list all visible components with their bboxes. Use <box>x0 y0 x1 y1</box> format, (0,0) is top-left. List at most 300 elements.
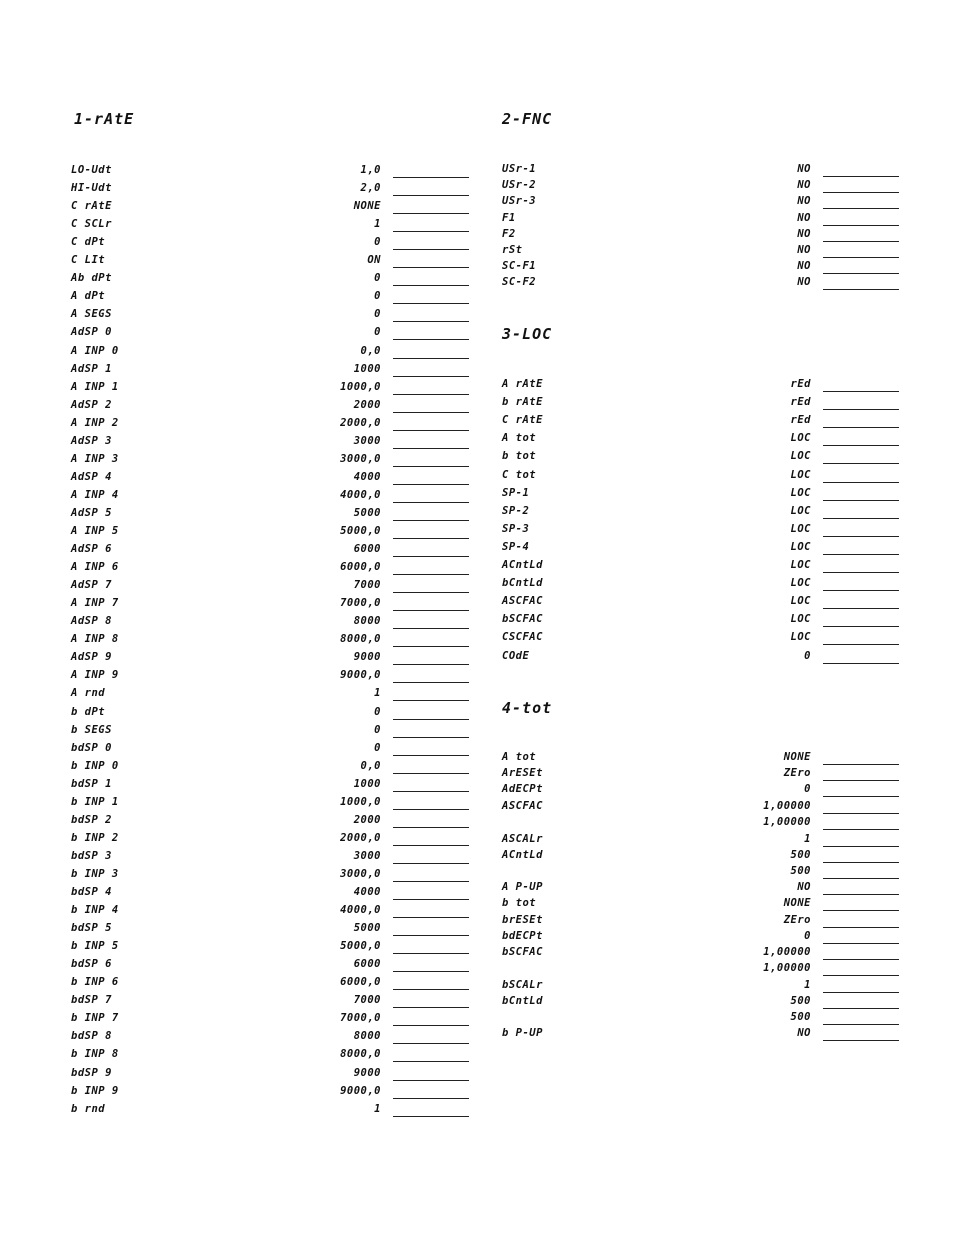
user-setting-blank-line[interactable] <box>823 862 899 863</box>
parameter-label: bdSP 4 <box>71 886 112 898</box>
parameter-value: 1,00000 <box>763 946 811 958</box>
user-setting-blank-line[interactable] <box>393 1098 469 1099</box>
parameter-label: USr-2 <box>502 179 537 191</box>
user-setting-blank-line[interactable] <box>393 1080 469 1081</box>
parameter-label: A INP 9 <box>71 669 119 681</box>
user-setting-blank-line[interactable] <box>823 225 899 226</box>
parameter-label: b INP 2 <box>71 832 119 844</box>
parameter-row <box>71 506 469 524</box>
parameter-value: 1 <box>374 218 381 230</box>
parameter-label: AdSP 2 <box>71 399 112 411</box>
parameter-label: rSt <box>502 244 523 256</box>
section-title-loc: 3-LOC <box>502 325 553 343</box>
parameter-value: 2000 <box>353 399 381 411</box>
user-setting-blank-line[interactable] <box>393 538 469 539</box>
parameter-label: b rnd <box>71 1103 106 1115</box>
parameter-label: AdSP 7 <box>71 579 112 591</box>
user-setting-blank-line[interactable] <box>393 195 469 196</box>
user-setting-blank-line[interactable] <box>393 358 469 359</box>
user-setting-blank-line[interactable] <box>393 989 469 990</box>
parameter-value: 0 <box>374 236 381 248</box>
user-setting-blank-line[interactable] <box>823 608 899 609</box>
parameter-value: 5000 <box>353 507 381 519</box>
user-setting-blank-line[interactable] <box>823 910 899 911</box>
parameter-label: bdSP 9 <box>71 1067 112 1079</box>
user-setting-blank-line[interactable] <box>393 1007 469 1008</box>
parameter-label: bdSP 5 <box>71 922 112 934</box>
parameter-label: CSCFAC <box>502 631 543 643</box>
user-setting-blank-line[interactable] <box>393 610 469 611</box>
parameter-label: AdECPt <box>502 783 543 795</box>
parameter-label: C LIt <box>71 254 106 266</box>
parameter-value: LOC <box>790 541 811 553</box>
user-setting-blank-line[interactable] <box>823 959 899 960</box>
user-setting-blank-line[interactable] <box>823 500 899 501</box>
parameter-value: NO <box>797 244 811 256</box>
parameter-value: LOC <box>790 559 811 571</box>
parameter-label: bSCALr <box>502 979 543 991</box>
parameter-row <box>71 723 469 741</box>
user-setting-blank-line[interactable] <box>823 208 899 209</box>
parameter-row <box>502 594 899 612</box>
user-setting-blank-line[interactable] <box>393 339 469 340</box>
parameter-label: F1 <box>502 212 516 224</box>
parameter-label: bCntLd <box>502 577 543 589</box>
parameter-value: 5000,0 <box>340 525 381 537</box>
parameter-value: 9000 <box>353 1067 381 1079</box>
user-setting-blank-line[interactable] <box>393 827 469 828</box>
parameter-label: A INP 2 <box>71 417 119 429</box>
parameter-label: USr-3 <box>502 195 537 207</box>
parameter-label: b rAtE <box>502 396 543 408</box>
parameter-row <box>502 413 899 431</box>
parameter-value: 1000 <box>353 363 381 375</box>
user-setting-blank-line[interactable] <box>393 574 469 575</box>
parameter-label: b INP 3 <box>71 868 119 880</box>
parameter-label: HI-Udt <box>71 182 112 194</box>
section-title-fnc: 2-FNC <box>502 110 553 128</box>
parameter-value: 5000,0 <box>340 940 381 952</box>
parameter-value: 1,00000 <box>763 962 811 974</box>
parameter-value: 0 <box>374 272 381 284</box>
parameter-value: LOC <box>790 595 811 607</box>
parameter-row <box>71 163 469 181</box>
user-setting-blank-line[interactable] <box>393 303 469 304</box>
user-setting-blank-line[interactable] <box>823 572 899 573</box>
user-setting-blank-line[interactable] <box>393 881 469 882</box>
parameter-value: 1,00000 <box>763 800 811 812</box>
parameter-row <box>71 470 469 488</box>
parameter-value: 9000 <box>353 651 381 663</box>
user-setting-blank-line[interactable] <box>823 764 899 765</box>
parameter-label: brESEt <box>502 914 543 926</box>
user-setting-blank-line[interactable] <box>823 445 899 446</box>
section-title-rate: 1-rAtE <box>74 110 135 128</box>
parameter-label: LO-Udt <box>71 164 112 176</box>
parameter-value: 2000,0 <box>340 832 381 844</box>
parameter-value: NONE <box>783 751 811 763</box>
parameter-label: bdECPt <box>502 930 543 942</box>
parameter-value: rEd <box>790 378 811 390</box>
parameter-label: A INP 4 <box>71 489 119 501</box>
user-setting-blank-line[interactable] <box>823 518 899 519</box>
user-setting-blank-line[interactable] <box>823 241 899 242</box>
parameter-row <box>71 1084 469 1102</box>
parameter-label: b INP 1 <box>71 796 119 808</box>
parameter-value: 1000,0 <box>340 796 381 808</box>
user-setting-blank-line[interactable] <box>823 846 899 847</box>
parameter-row <box>71 488 469 506</box>
user-setting-blank-line[interactable] <box>393 213 469 214</box>
parameter-label: C rAtE <box>71 200 112 212</box>
parameter-value: 3000,0 <box>340 453 381 465</box>
parameter-row <box>71 1102 469 1120</box>
parameter-label: A INP 5 <box>71 525 119 537</box>
user-setting-blank-line[interactable] <box>823 273 899 274</box>
parameter-value: 3000,0 <box>340 868 381 880</box>
user-setting-blank-line[interactable] <box>823 554 899 555</box>
parameter-value: 9000,0 <box>340 1085 381 1097</box>
user-setting-blank-line[interactable] <box>823 813 899 814</box>
parameter-label: bSCFAC <box>502 946 543 958</box>
parameter-row <box>71 1066 469 1084</box>
parameter-value: LOC <box>790 450 811 462</box>
user-setting-blank-line[interactable] <box>393 267 469 268</box>
user-setting-blank-line[interactable] <box>823 427 899 428</box>
parameter-value: 2000 <box>353 814 381 826</box>
parameter-label: bdSP 0 <box>71 742 112 754</box>
parameter-label: C rAtE <box>502 414 543 426</box>
parameter-value: ZEro <box>783 914 811 926</box>
parameter-row <box>71 650 469 668</box>
parameter-value: 0 <box>804 650 811 662</box>
user-setting-blank-line[interactable] <box>823 626 899 627</box>
parameter-value: 1 <box>804 979 811 991</box>
parameter-row <box>71 885 469 903</box>
user-setting-blank-line[interactable] <box>823 257 899 258</box>
parameter-value: NONE <box>783 897 811 909</box>
user-setting-blank-line[interactable] <box>393 592 469 593</box>
parameter-row <box>71 831 469 849</box>
parameter-value: 0 <box>374 724 381 736</box>
parameter-value: 2000,0 <box>340 417 381 429</box>
parameter-label: b tot <box>502 450 537 462</box>
user-setting-blank-line[interactable] <box>823 992 899 993</box>
parameter-value: 0,0 <box>360 760 381 772</box>
user-setting-blank-line[interactable] <box>393 466 469 467</box>
parameter-value: 0 <box>374 290 381 302</box>
user-setting-blank-line[interactable] <box>393 520 469 521</box>
parameter-value: 500 <box>790 1011 811 1023</box>
user-setting-blank-line[interactable] <box>823 536 899 537</box>
user-setting-blank-line[interactable] <box>823 463 899 464</box>
parameter-value: 7000 <box>353 579 381 591</box>
parameter-row <box>71 578 469 596</box>
user-setting-blank-line[interactable] <box>393 682 469 683</box>
parameter-label: b P-UP <box>502 1027 543 1039</box>
parameter-value: rEd <box>790 396 811 408</box>
parameter-row <box>502 468 899 486</box>
user-setting-blank-line[interactable] <box>393 773 469 774</box>
parameter-value: 6000 <box>353 543 381 555</box>
parameter-row <box>502 522 899 540</box>
parameter-value: ON <box>367 254 381 266</box>
parameter-label: A INP 6 <box>71 561 119 573</box>
user-setting-blank-line[interactable] <box>393 971 469 972</box>
user-setting-blank-line[interactable] <box>393 755 469 756</box>
user-setting-blank-line[interactable] <box>393 1043 469 1044</box>
parameter-row <box>502 782 899 800</box>
parameter-row <box>502 377 899 395</box>
parameter-value: 0 <box>374 326 381 338</box>
user-setting-blank-line[interactable] <box>823 1040 899 1041</box>
parameter-value: LOC <box>790 487 811 499</box>
parameter-value: 8000 <box>353 615 381 627</box>
parameter-value: 4000 <box>353 471 381 483</box>
user-setting-blank-line[interactable] <box>393 394 469 395</box>
parameter-row <box>502 896 899 914</box>
parameter-row <box>502 558 899 576</box>
user-setting-blank-line[interactable] <box>823 192 899 193</box>
parameter-row <box>502 815 899 833</box>
parameter-label: SP-4 <box>502 541 530 553</box>
user-setting-blank-line[interactable] <box>393 809 469 810</box>
parameter-label: AdSP 4 <box>71 471 112 483</box>
parameter-row <box>71 289 469 307</box>
user-setting-blank-line[interactable] <box>393 285 469 286</box>
parameter-label: ACntLd <box>502 559 543 571</box>
user-setting-blank-line[interactable] <box>823 391 899 392</box>
user-setting-blank-line[interactable] <box>393 321 469 322</box>
parameter-row <box>71 542 469 560</box>
user-setting-blank-line[interactable] <box>393 1025 469 1026</box>
parameter-value: 4000,0 <box>340 489 381 501</box>
parameter-value: 1000 <box>353 778 381 790</box>
parameter-value: 1 <box>374 1103 381 1115</box>
parameter-row <box>71 614 469 632</box>
parameter-row <box>502 576 899 594</box>
parameter-row <box>502 961 899 979</box>
user-setting-blank-line[interactable] <box>393 484 469 485</box>
parameter-value: NONE <box>353 200 381 212</box>
parameter-label: A tot <box>502 432 537 444</box>
parameter-label: COdE <box>502 650 530 662</box>
parameter-label: AdSP 3 <box>71 435 112 447</box>
parameter-value: NO <box>797 276 811 288</box>
parameter-row <box>71 668 469 686</box>
parameter-label: C dPt <box>71 236 106 248</box>
parameter-label: Ab dPt <box>71 272 112 284</box>
parameter-row <box>71 849 469 867</box>
parameter-value: 4000,0 <box>340 904 381 916</box>
user-setting-blank-line[interactable] <box>393 917 469 918</box>
user-setting-blank-line[interactable] <box>823 644 899 645</box>
parameter-label: b INP 5 <box>71 940 119 952</box>
user-setting-blank-line[interactable] <box>823 780 899 781</box>
parameter-row <box>71 596 469 614</box>
parameter-row <box>71 813 469 831</box>
user-setting-blank-line[interactable] <box>823 796 899 797</box>
user-setting-blank-line[interactable] <box>823 975 899 976</box>
user-setting-blank-line[interactable] <box>393 249 469 250</box>
parameter-value: ZEro <box>783 767 811 779</box>
parameter-row <box>71 253 469 271</box>
parameter-row <box>71 235 469 253</box>
user-setting-blank-line[interactable] <box>823 482 899 483</box>
user-setting-blank-line[interactable] <box>823 590 899 591</box>
user-setting-blank-line[interactable] <box>823 289 899 290</box>
user-setting-blank-line[interactable] <box>393 412 469 413</box>
parameter-row <box>71 560 469 578</box>
parameter-label: A INP 8 <box>71 633 119 645</box>
parameter-value: LOC <box>790 613 811 625</box>
parameter-value: LOC <box>790 577 811 589</box>
section-title-tot: 4-tot <box>502 699 553 717</box>
parameter-row <box>71 434 469 452</box>
parameter-row <box>502 630 899 648</box>
user-setting-blank-line[interactable] <box>393 863 469 864</box>
user-setting-blank-line[interactable] <box>393 448 469 449</box>
parameter-label: SP-2 <box>502 505 530 517</box>
parameter-label: USr-1 <box>502 163 537 175</box>
parameter-value: 9000,0 <box>340 669 381 681</box>
parameter-label: bdSP 2 <box>71 814 112 826</box>
parameter-row <box>502 540 899 558</box>
parameter-value: 6000 <box>353 958 381 970</box>
parameter-row <box>71 398 469 416</box>
user-setting-blank-line[interactable] <box>393 899 469 900</box>
user-setting-blank-line[interactable] <box>393 935 469 936</box>
parameter-label: ASCFAC <box>502 800 543 812</box>
parameter-row <box>71 939 469 957</box>
user-setting-blank-line[interactable] <box>393 430 469 431</box>
parameter-row <box>71 380 469 398</box>
parameter-label: A INP 7 <box>71 597 119 609</box>
user-setting-blank-line[interactable] <box>393 1116 469 1117</box>
parameter-label: b tot <box>502 897 537 909</box>
parameter-row <box>71 344 469 362</box>
user-setting-blank-line[interactable] <box>823 927 899 928</box>
parameter-label: b INP 0 <box>71 760 119 772</box>
parameter-label: AdSP 0 <box>71 326 112 338</box>
user-setting-blank-line[interactable] <box>823 176 899 177</box>
parameter-value: 7000,0 <box>340 1012 381 1024</box>
parameter-value: 5000 <box>353 922 381 934</box>
user-setting-blank-line[interactable] <box>393 845 469 846</box>
parameter-label: A SEGS <box>71 308 112 320</box>
parameter-row <box>502 395 899 413</box>
parameter-label: SC-F1 <box>502 260 537 272</box>
parameter-row <box>71 795 469 813</box>
parameter-label: SP-1 <box>502 487 530 499</box>
parameter-label: b INP 4 <box>71 904 119 916</box>
user-setting-blank-line[interactable] <box>823 894 899 895</box>
parameter-value: 6000,0 <box>340 976 381 988</box>
user-setting-blank-line[interactable] <box>393 791 469 792</box>
parameter-value: NO <box>797 881 811 893</box>
parameter-row <box>71 903 469 921</box>
parameter-label: AdSP 8 <box>71 615 112 627</box>
parameter-label: ArESEt <box>502 767 543 779</box>
parameter-label: A INP 0 <box>71 345 119 357</box>
user-setting-blank-line[interactable] <box>393 231 469 232</box>
parameter-value: 3000 <box>353 435 381 447</box>
user-setting-blank-line[interactable] <box>393 700 469 701</box>
parameter-label: b INP 9 <box>71 1085 119 1097</box>
parameter-row <box>502 486 899 504</box>
parameter-label: b SEGS <box>71 724 112 736</box>
parameter-value: 6000,0 <box>340 561 381 573</box>
user-setting-blank-line[interactable] <box>393 177 469 178</box>
parameter-row <box>71 452 469 470</box>
parameter-value: NO <box>797 228 811 240</box>
parameter-value: LOC <box>790 505 811 517</box>
parameter-value: 1,0 <box>360 164 381 176</box>
parameter-label: A rnd <box>71 687 106 699</box>
parameter-row <box>71 741 469 759</box>
user-setting-blank-line[interactable] <box>823 663 899 664</box>
parameter-row <box>71 632 469 650</box>
parameter-value: 4000 <box>353 886 381 898</box>
parameter-label: b INP 7 <box>71 1012 119 1024</box>
parameter-row <box>71 271 469 289</box>
parameter-label: bdSP 3 <box>71 850 112 862</box>
user-setting-blank-line[interactable] <box>393 628 469 629</box>
parameter-value: 8000 <box>353 1030 381 1042</box>
parameter-value: 500 <box>790 849 811 861</box>
user-setting-blank-line[interactable] <box>393 953 469 954</box>
user-setting-blank-line[interactable] <box>393 664 469 665</box>
parameter-row <box>71 867 469 885</box>
user-setting-blank-line[interactable] <box>823 829 899 830</box>
parameter-label: bdSP 6 <box>71 958 112 970</box>
parameter-value: 7000 <box>353 994 381 1006</box>
parameter-row <box>71 921 469 939</box>
parameter-label: SP-3 <box>502 523 530 535</box>
parameter-value: NO <box>797 260 811 272</box>
user-setting-blank-line[interactable] <box>823 878 899 879</box>
user-setting-blank-line[interactable] <box>393 646 469 647</box>
parameter-row <box>71 325 469 343</box>
parameter-value: rEd <box>790 414 811 426</box>
user-setting-blank-line[interactable] <box>823 943 899 944</box>
user-setting-blank-line[interactable] <box>823 1024 899 1025</box>
parameter-row <box>71 524 469 542</box>
parameter-label: ASCALr <box>502 833 543 845</box>
user-setting-blank-line[interactable] <box>393 376 469 377</box>
user-setting-blank-line[interactable] <box>823 1008 899 1009</box>
user-setting-blank-line[interactable] <box>393 1061 469 1062</box>
parameter-label: bSCFAC <box>502 613 543 625</box>
user-setting-blank-line[interactable] <box>393 719 469 720</box>
parameter-value: NO <box>797 212 811 224</box>
parameter-value: 0 <box>804 930 811 942</box>
parameter-label: ASCFAC <box>502 595 543 607</box>
parameter-label: b INP 8 <box>71 1048 119 1060</box>
user-setting-blank-line[interactable] <box>393 502 469 503</box>
parameter-row <box>71 993 469 1011</box>
user-setting-blank-line[interactable] <box>393 737 469 738</box>
parameter-value: 0 <box>374 742 381 754</box>
parameter-label: A tot <box>502 751 537 763</box>
parameter-value: LOC <box>790 523 811 535</box>
user-setting-blank-line[interactable] <box>393 556 469 557</box>
parameter-row <box>502 275 899 293</box>
user-setting-blank-line[interactable] <box>823 409 899 410</box>
parameter-row <box>502 504 899 522</box>
parameter-row <box>71 416 469 434</box>
parameter-label: A dPt <box>71 290 106 302</box>
